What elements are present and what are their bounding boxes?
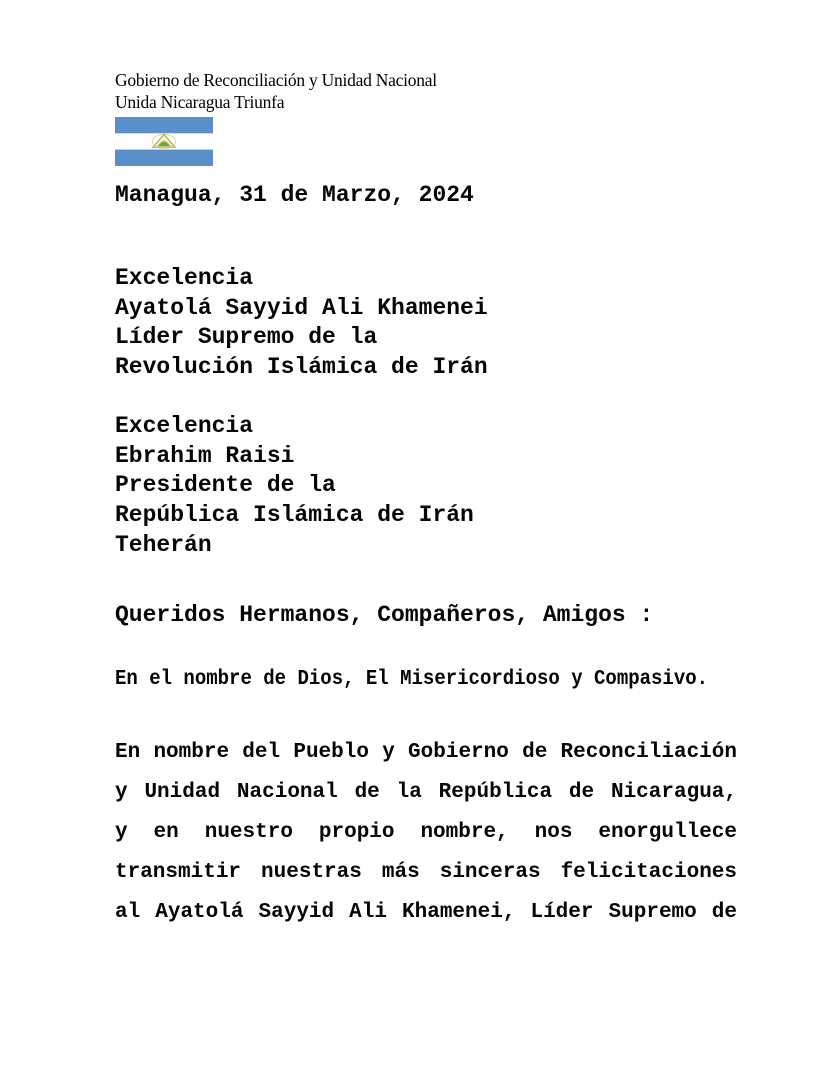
- recipient-line: Ayatolá Sayyid Ali Khamenei: [115, 294, 488, 321]
- salutation: Queridos Hermanos, Compañeros, Amigos :: [115, 602, 654, 628]
- recipient-line: Excelencia: [115, 265, 254, 291]
- body-line: al Ayatolá Sayyid Ali Khamenei, Líder Supremo de: [115, 901, 737, 924]
- recipient-line: República Islámica de Irán: [115, 502, 474, 529]
- recipient-line: Ebrahim Raisi: [115, 442, 295, 469]
- letterhead: [115, 70, 437, 113]
- recipient-line: Líder Supremo de la: [115, 324, 378, 351]
- recipient-line: Teherán: [115, 531, 212, 558]
- body-line: En nombre del Pueblo y Gobierno de Reconciliación: [115, 741, 737, 764]
- letterhead-line-2: Unida Nicaragua Triunfa: [115, 91, 285, 112]
- body-paragraph: [115, 733, 737, 933]
- recipient-block-raisi: [115, 412, 474, 561]
- recipient-block-khamenei: [115, 264, 488, 383]
- recipient-line: Excelencia: [115, 413, 254, 439]
- invocation-line: En el nombre de Dios, El Misericordioso y Compasivo.: [115, 668, 709, 691]
- nicaragua-flag-image: [115, 117, 213, 166]
- body-line: transmitir nuestras más sinceras felicitaciones: [115, 861, 737, 884]
- body-line: y en nuestro propio nombre, nos enorgullece: [115, 821, 737, 844]
- letterhead-line-1: Gobierno de Reconciliación y Unidad Nacional: [115, 70, 437, 90]
- body-line: y Unidad Nacional de la República de Nicaragua,: [115, 781, 737, 804]
- dateline: Managua, 31 de Marzo, 2024: [115, 182, 474, 208]
- recipient-line: Presidente de la: [115, 472, 336, 499]
- recipient-line: Revolución Islámica de Irán: [115, 354, 488, 381]
